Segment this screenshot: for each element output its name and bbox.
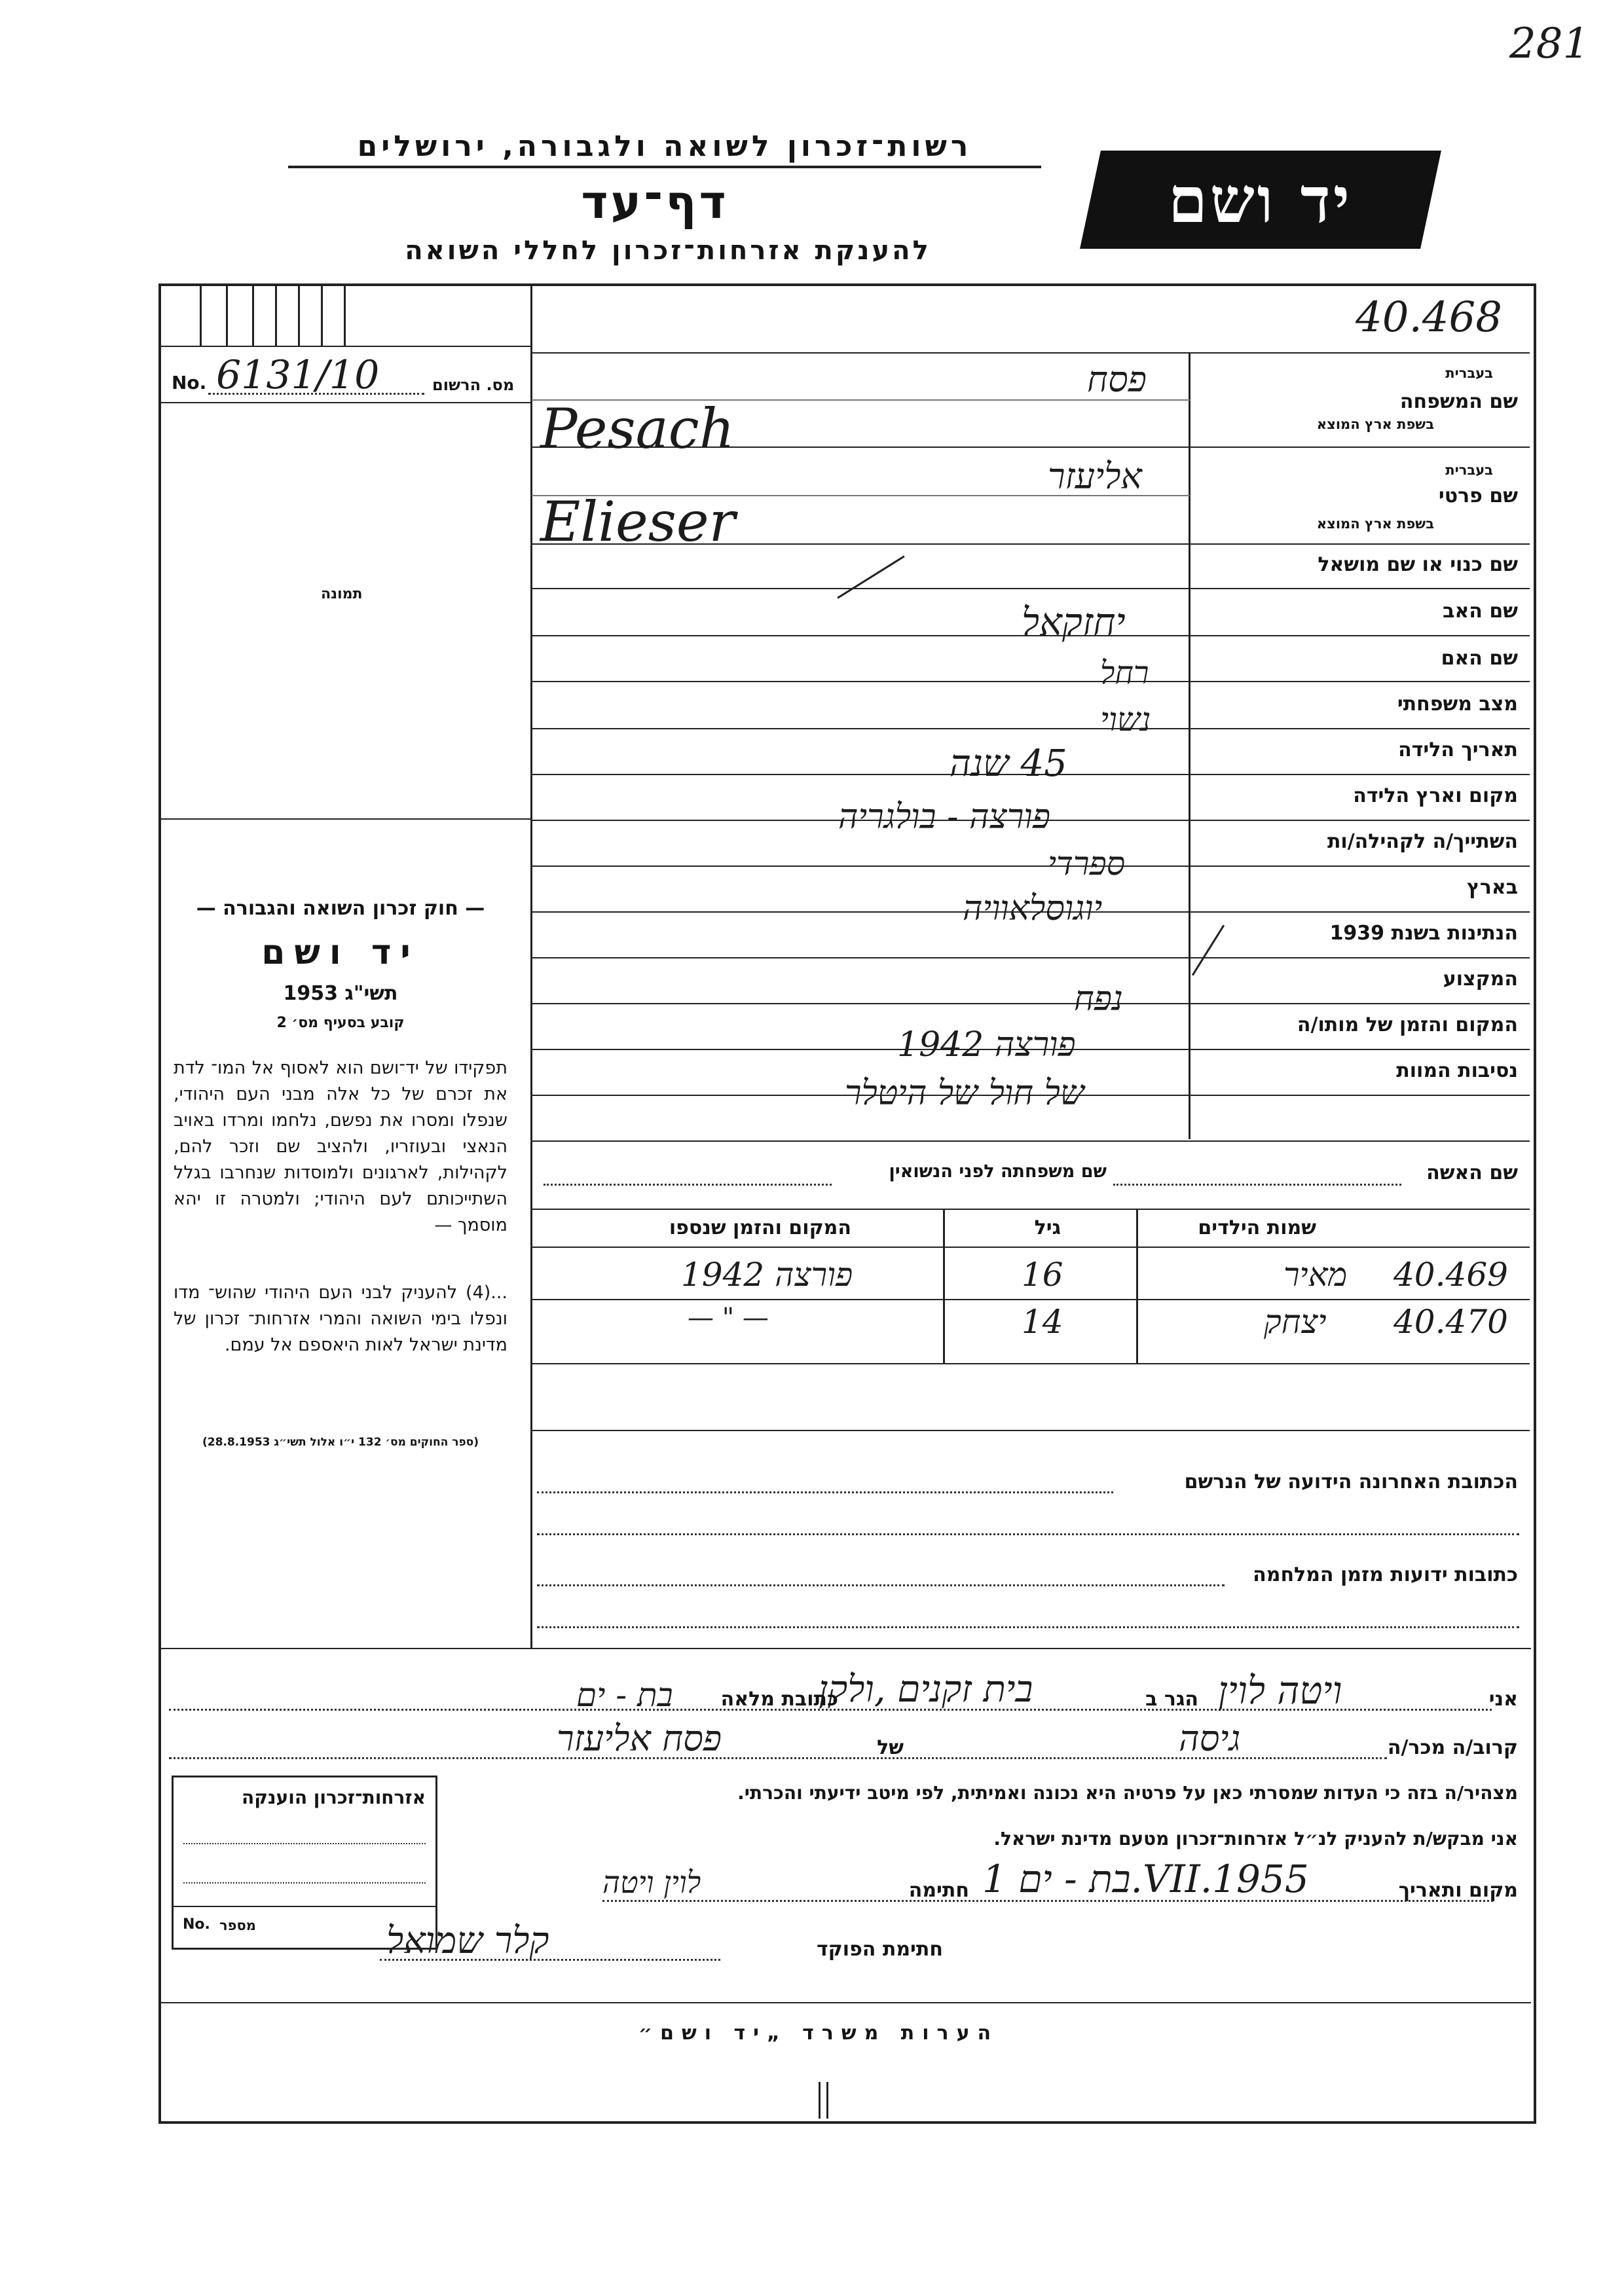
family-name-local-sub: בשפת ארץ המוצא — [1316, 416, 1434, 432]
relative-label: קרוב/ה מכר/ה — [1387, 1736, 1518, 1759]
children-age-header: גיל — [1034, 1216, 1061, 1239]
law-brand: יד ושם — [261, 933, 420, 972]
declaration-text: מצהיר/ה בזה כי העדות שמסרתי כאן על פרטיה היא נכונה ואמיתית, לפי מיטב ידיעתי והכרתי. — [737, 1782, 1518, 1804]
death-cause-label: נסיבות המוות — [1396, 1059, 1518, 1082]
child-2-age: 14 — [1022, 1303, 1063, 1341]
occupation-value: נפח — [1074, 979, 1123, 1019]
mother-value: רחל — [1100, 655, 1149, 691]
child-2-number: 40.470 — [1393, 1303, 1508, 1341]
country-label: בארץ — [1466, 876, 1518, 899]
law-paragraph-1: תפקידו של יד־ושם הוא לאסוף אל המו־ לדת את זכרם של כל אלה מבני העם היהודי, שנפלו ומסרו את נפשם, נלחמו ומרדו באויב הנאצי ובעוזריו, ולהציב שם וזכר להם, לקהילות, לארגונים ולמוסדות שנחרבו בגלל השתייכותם לעם היהודי; ולמטרה זו יהא מוסמך — — [174, 1058, 507, 1235]
corner-number: 281 — [1509, 20, 1590, 68]
officer-label: חתימת הפוקד — [817, 1938, 943, 1961]
community-label: השתייך/ה לקהילה/ות — [1327, 830, 1518, 853]
logo-text: יד ושם — [1168, 162, 1353, 237]
officer-signature: קלר שמואל — [386, 1920, 549, 1962]
marital-status-label: מצב משפחתי — [1397, 693, 1518, 716]
first-name-hebrew-sub: בעברית — [1445, 462, 1493, 478]
declarant-signature: לוין ויטה — [602, 1865, 701, 1900]
occupation-label: המקצוע — [1443, 968, 1518, 991]
form-title: דף־עד — [581, 175, 729, 229]
child-2-name: יצחק — [1264, 1303, 1327, 1341]
declarant-full-address: בת - ים — [576, 1676, 673, 1714]
law-clause: קובע בסעיף מס׳ 2 — [276, 1015, 405, 1031]
citizenship-box-no: No. — [183, 1916, 210, 1933]
registration-label: מס. הרשום — [432, 376, 515, 394]
child-2-place: — " — — [688, 1303, 769, 1333]
last-address-label: הכתובת האחרונה הידועה של הנרשם — [1184, 1470, 1518, 1493]
registration-number: 6131/10 — [216, 352, 380, 398]
citizenship-box-title: אזרחות־זכרון הוענקה — [242, 1787, 426, 1808]
first-name-label: שם פרטי — [1438, 484, 1518, 507]
father-label: שם האב — [1443, 600, 1518, 623]
law-title: — חוק זכרון השואה והגבורה — — [196, 897, 485, 920]
declarant-of-name: פסח אליעזר — [557, 1718, 722, 1759]
death-place-label: המקום והזמן של מותו/ה — [1297, 1013, 1518, 1036]
residing-label: הגר ב — [1145, 1688, 1198, 1711]
children-names-header: שמות הילדים — [1198, 1216, 1316, 1239]
family-name-label: שם המשפחה — [1399, 390, 1518, 413]
nickname-label: שם כנוי או שם מושאל — [1318, 553, 1518, 576]
of-label: של — [877, 1736, 904, 1759]
citizenship-1939-label: הנתינות בשנת 1939 — [1329, 922, 1518, 945]
citizenship-box-number: מספר — [219, 1918, 256, 1933]
declarant-residence: בית זקנים ,ולקן — [819, 1668, 1033, 1711]
signature-label: חתימה — [908, 1879, 969, 1902]
country-value: יוגוסלאוויה — [963, 889, 1103, 928]
family-name-hebrew-sub: בעברית — [1445, 365, 1493, 381]
birth-date-value: 45 שנה — [950, 742, 1067, 785]
maiden-name-label: שם משפחתה לפני הנשואין — [889, 1161, 1107, 1182]
full-address-label: כתובת מלאה — [720, 1688, 838, 1711]
place-date-label: מקום ותאריך — [1398, 1879, 1518, 1902]
child-1-place: פורצה 1942 — [681, 1256, 853, 1294]
form-subtitle: להענקת אזרחות־זכרון לחללי השואה — [405, 236, 931, 266]
child-1-number: 40.469 — [1393, 1256, 1508, 1294]
birth-place-label: מקום וארץ הלידה — [1353, 784, 1518, 807]
remarks-heading: הערות משרד „יד ושם״ — [638, 2022, 999, 2045]
wartime-address-label: כתובות ידועות מזמן המלחמה — [1253, 1563, 1518, 1586]
wife-label: שם האשה — [1426, 1161, 1518, 1184]
declarant-relation: גיסה — [1179, 1718, 1241, 1759]
mother-label: שם האם — [1441, 647, 1518, 670]
child-1-age: 16 — [1022, 1256, 1063, 1294]
declarant-name: ויטה לוין — [1218, 1668, 1342, 1713]
place-date-value: בת - ים 1.VII.1955 — [982, 1857, 1309, 1901]
law-paragraph-2: ...(4) להעניק לבני העם היהודי שהוש־ מדו ונפלו בימי השואה והמרי אזרחות־ זכרון של מדינת ישראל לאות היאספם אל עמם. — [174, 1283, 507, 1355]
death-place-value: פורצה 1942 — [897, 1025, 1076, 1065]
citizenship-granted-box — [172, 1776, 437, 1950]
first-name-local-sub: בשפת ארץ המוצא — [1316, 516, 1434, 532]
birth-date-label: תאריך הלידה — [1398, 738, 1518, 761]
registration-no-label: No. — [172, 372, 207, 393]
family-name-hebrew: פסח — [1087, 359, 1147, 400]
father-value: יחזקאל — [1022, 600, 1126, 644]
children-place-header: המקום והזמן שנספו — [669, 1216, 851, 1239]
community-value: ספרדי — [1048, 845, 1126, 883]
marital-status-value: נשוי — [1100, 701, 1151, 738]
child-1-name: מאיר — [1283, 1256, 1348, 1294]
request-text: אני מבקש/ת להעניק לנ״ל אזרחות־זכרון מטעם מדינת ישראל. — [993, 1828, 1518, 1850]
authority-heading: רשות־זכרון לשואה ולגבורה, ירושלים — [288, 130, 1041, 168]
law-citation: (ספר החוקים מס׳ 132 י״ו אלול תשי״ג 28.8.1953) — [202, 1436, 479, 1449]
i-label: אני — [1488, 1688, 1518, 1711]
first-name-hebrew: אליעזר — [1048, 456, 1142, 497]
yad-vashem-logo — [1080, 151, 1441, 249]
law-year: תשי"ג 1953 — [283, 982, 398, 1005]
birth-place-value: פורצה - בולגריה — [838, 797, 1050, 837]
first-name-local: Elieser — [540, 490, 735, 554]
family-name-local: Pesach — [540, 397, 735, 461]
photo-label: תמונה — [321, 586, 363, 602]
file-number: 40.468 — [1356, 293, 1502, 342]
death-cause-value: של חול של היטלר — [845, 1074, 1084, 1113]
